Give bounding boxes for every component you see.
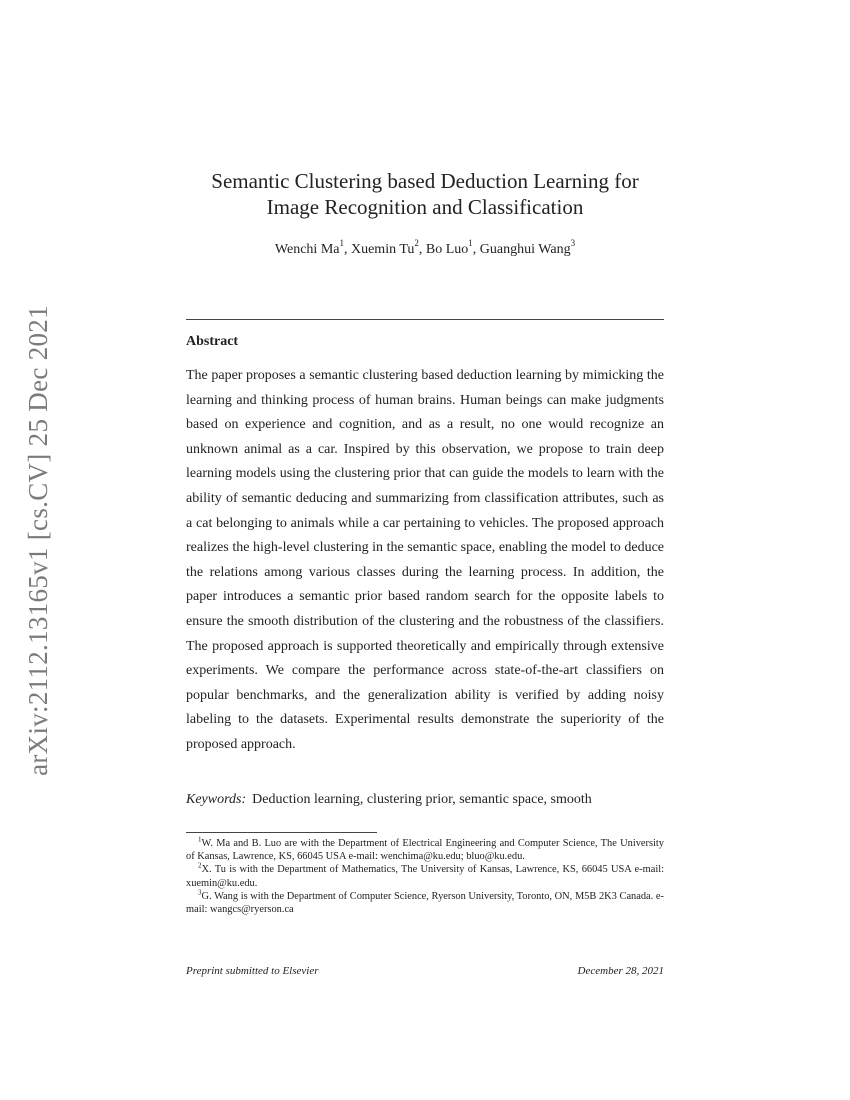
arxiv-identifier-text: arXiv:2112.13165v1 [cs.CV] 25 Dec 2021 bbox=[22, 304, 53, 776]
footnote-rule bbox=[186, 832, 377, 833]
preprint-date: December 28, 2021 bbox=[577, 965, 664, 977]
abstract-body: The paper proposes a semantic clustering based deduction learning by mimicking the learning and thinking process of human brains. Human beings can make judgments based on experience and cognition, and as a result, no one would recognize an unknown animal as a car. Inspired by this observation, we propose to train deep learning models using the clustering prior that can guide the models to learn with the ability of semantic deducing and summarizing from classification attributes, such as a cat belonging to animals while a car pertaining to vehicles. The proposed approach realizes the high-level clustering in the semantic space, enabling the model to deduce the relations among various classes during the learning process. In addition, the paper introduces a semantic prior based random search for the opposite labels to ensure the smooth distribution of the clustering and the robustness of the classifiers. The proposed approach is supported theoretically and empirically through extensive experiments. We compare the performance across state-of-the-art classifiers on popular benchmarks, and the generalization ability is verified by adding noisy labeling to the datasets. Experimental results demonstrate the superiority of the proposed approach. bbox=[186, 368, 664, 752]
author-separator: , bbox=[472, 242, 480, 257]
footnote-text: G. Wang is with the Department of Computer Science, Ryerson University, Toronto, ON, M5B 2K3 Canada. e-mail: wangcs@ryerson.ca bbox=[186, 890, 664, 916]
keywords-text: Deduction learning, clustering prior, semantic space, smooth bbox=[252, 792, 592, 807]
abstract-heading: Abstract bbox=[186, 334, 239, 349]
author-affiliation-mark: 2 bbox=[414, 238, 419, 249]
footnote-mark: 1 bbox=[198, 835, 202, 844]
paper-title-line: Image Recognition and Classification bbox=[266, 195, 584, 219]
author-name: Xuemin Tu bbox=[350, 242, 415, 257]
footnote bbox=[186, 890, 664, 916]
footnotes bbox=[186, 837, 664, 916]
author-affiliation-mark: 3 bbox=[570, 238, 576, 249]
author-name: Bo Luo bbox=[425, 242, 469, 257]
author-separator: , bbox=[343, 242, 351, 257]
author-name: Guanghui Wang bbox=[479, 242, 571, 257]
author-separator: , bbox=[418, 242, 426, 257]
paper-title bbox=[186, 168, 664, 220]
arxiv-identifier-stamp bbox=[18, 290, 58, 790]
author-name: Wenchi Ma bbox=[274, 242, 340, 257]
footnote-mark: 2 bbox=[198, 861, 202, 870]
author-affiliation-mark: 1 bbox=[339, 238, 344, 249]
keywords-label: Keywords: bbox=[186, 792, 247, 807]
footnote bbox=[186, 863, 664, 889]
keywords-line bbox=[186, 790, 664, 810]
footnote bbox=[186, 837, 664, 863]
footnote-mark: 3 bbox=[198, 888, 202, 897]
abstract-top-rule bbox=[186, 319, 664, 320]
footnote-text: W. Ma and B. Luo are with the Department of Electrical Engineering and Computer Science, The University of Kansas, Lawrence, KS, 66045 USA e-mail: wenchima@ku.edu; bluo@ku.edu. bbox=[186, 838, 664, 863]
paper-title-line: Semantic Clustering based Deduction Learning for bbox=[211, 169, 639, 193]
preprint-notice: Preprint submitted to Elsevier bbox=[186, 965, 319, 977]
footnote-text: X. Tu is with the Department of Mathematics, The University of Kansas, Lawrence, KS, 66045 USA e-mail: xuemin@ku.edu. bbox=[186, 864, 664, 889]
author-affiliation-mark: 1 bbox=[468, 238, 473, 249]
author-list bbox=[186, 238, 664, 259]
